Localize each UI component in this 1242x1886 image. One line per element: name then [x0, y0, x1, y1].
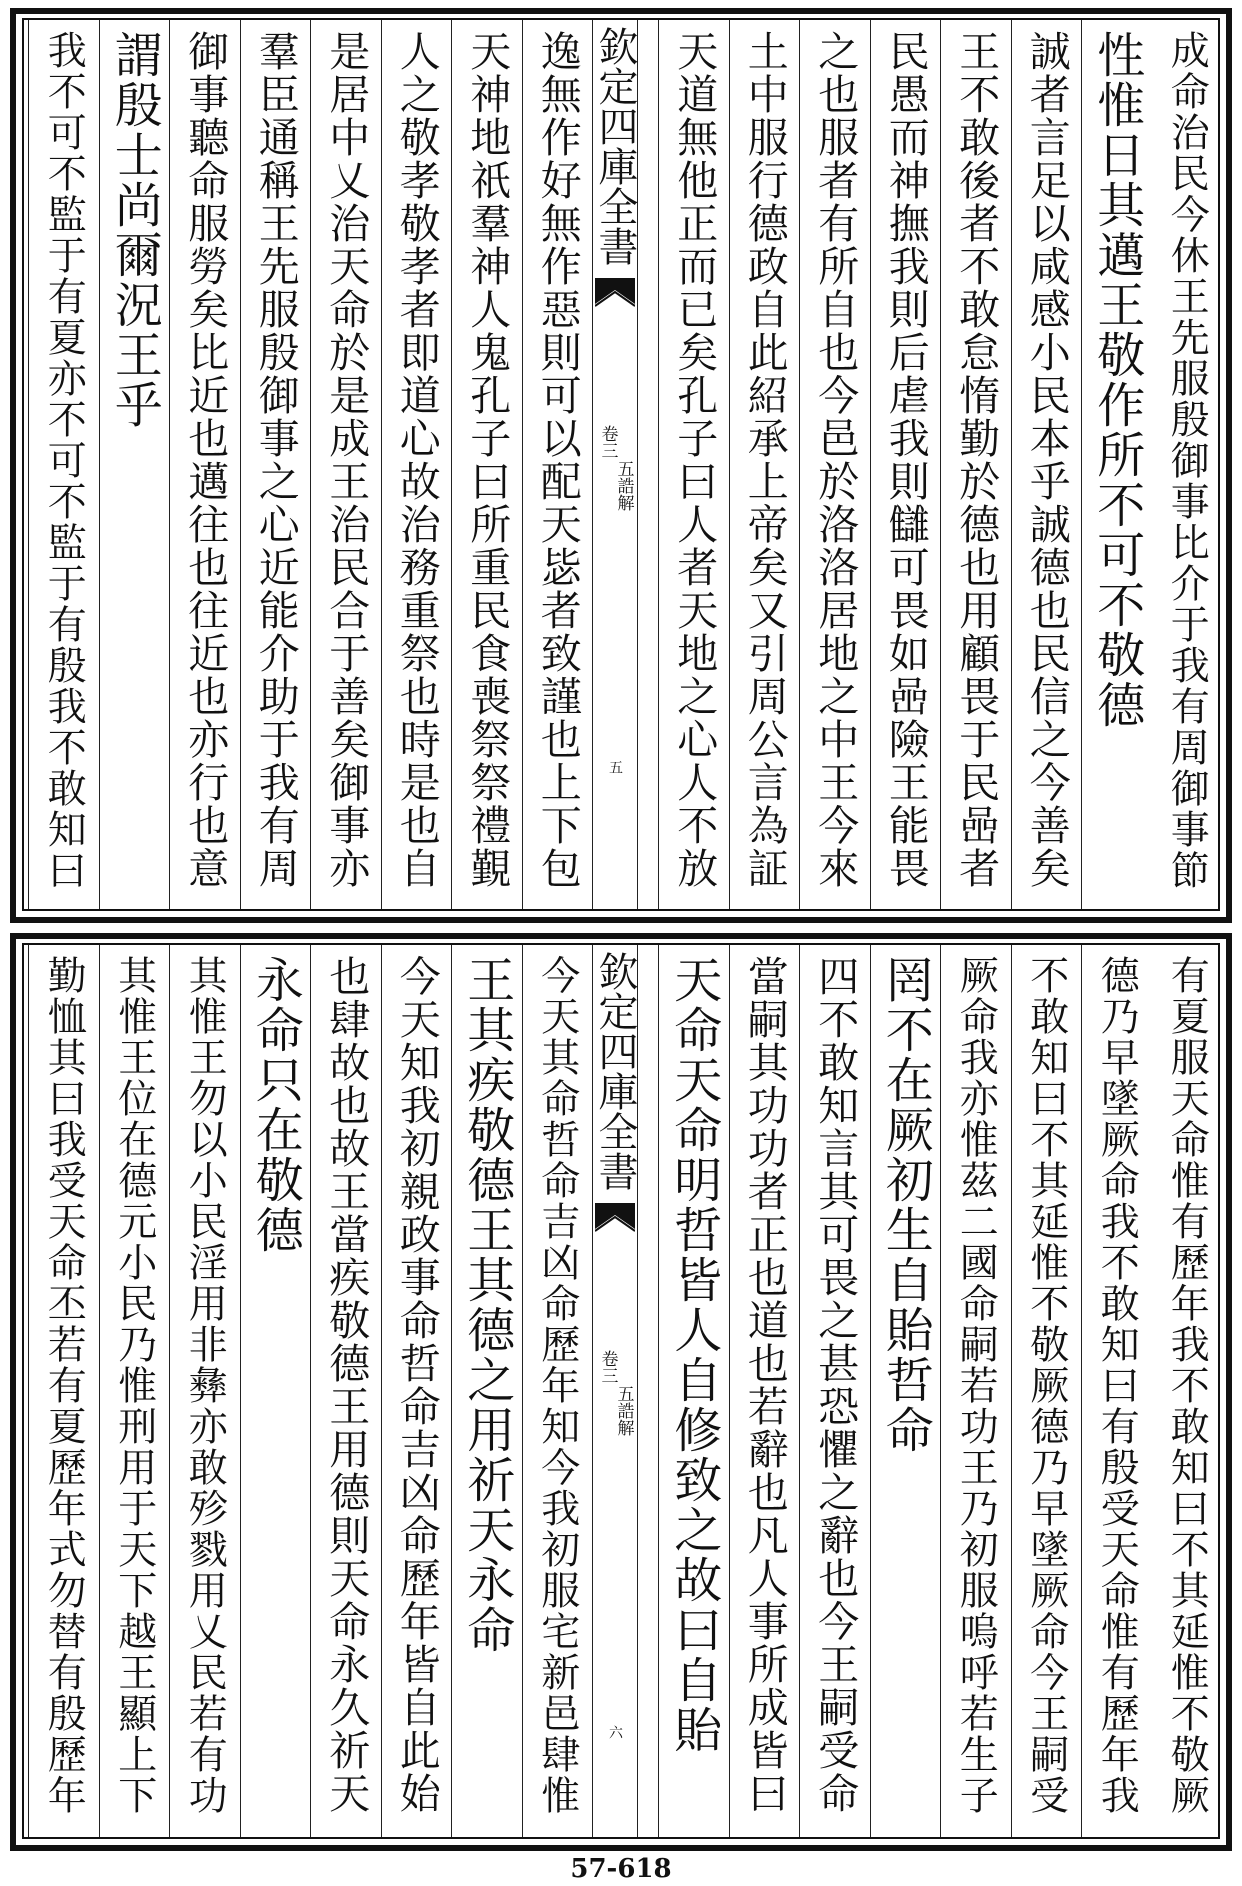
column-text: 性惟日其邁王敬作所不可不敬德 — [1088, 30, 1145, 730]
footer-page-label: 57-618 — [570, 1854, 672, 1884]
text-column — [522, 945, 593, 1837]
column-text: 之也服者有所自也今邑於洛洛居地之中王今來 — [811, 30, 860, 890]
text-column — [240, 20, 311, 909]
text-column — [451, 945, 522, 1837]
column-text: 天道無他正而已矣孔子曰人者天地之心人不放 — [670, 30, 719, 890]
chapter-title: 五誥解 — [613, 460, 634, 511]
text-column — [310, 945, 381, 1837]
text-column — [799, 20, 870, 909]
column-text: 御事聽命服勞矣比近也邁往也往近也亦行也意 — [181, 30, 230, 890]
column-text: 王不敢後者不敢怠惰勤於德也用顧畏于民喦者 — [952, 30, 1001, 890]
column-text: 民愚而神撫我則后虐我則讎可畏如喦險王能畏 — [881, 30, 930, 890]
column-text: 今天其命哲命吉凶命歷年知今我初服宅新邑肆惟 — [534, 955, 580, 1816]
book-title: 欽定四庫全書 — [592, 26, 638, 266]
column-text: 土中服行德政自此紹承上帝矣又引周公言為証 — [740, 30, 789, 890]
text-column — [729, 20, 800, 909]
column-text: 謂殷士尚爾況王乎 — [106, 30, 163, 430]
text-column — [240, 945, 311, 1837]
column-text: 罔不在厥初生自貽哲命 — [877, 955, 934, 1455]
bottom-page — [0, 925, 1242, 1855]
text-column — [522, 20, 593, 909]
text-column — [169, 945, 240, 1837]
text-column — [940, 945, 1011, 1837]
text-column — [1152, 945, 1223, 1837]
fish-tail-icon — [595, 278, 635, 318]
chapter-title: 五誥解 — [613, 1385, 634, 1436]
column-text: 德乃早墜厥命我不敢知曰有殷受天命惟有歷年我 — [1094, 955, 1140, 1816]
column-text: 成命治民今休王先服殷御事比介于我有周御事節 — [1164, 30, 1210, 891]
text-column — [940, 20, 1011, 909]
text-column — [658, 20, 729, 909]
text-column — [99, 945, 170, 1837]
bottom-page-inner-frame — [22, 943, 1220, 1839]
text-column — [381, 945, 452, 1837]
column-text: 勤恤其曰我受天命丕若有夏歷年式勿替有殷歷年 — [41, 955, 87, 1816]
column-text: 當嗣其功功者正也道也若辭也凡人事所成皆曰 — [740, 955, 789, 1815]
column-text: 四不敢知言其可畏之甚恐懼之辭也今王嗣受命 — [811, 955, 860, 1815]
top-center-band — [592, 20, 638, 909]
column-text: 永命只在敬德 — [247, 955, 304, 1255]
column-text: 其惟王勿以小民淫用非彝亦敢殄戮用乂民若有功 — [182, 955, 228, 1816]
text-column — [729, 945, 800, 1837]
column-text: 也肆故也故王當疾敬德王用德則天命永久祈天 — [322, 955, 371, 1815]
text-column — [799, 945, 870, 1837]
text-column — [28, 945, 99, 1837]
text-column — [870, 945, 941, 1837]
text-column — [870, 20, 941, 909]
text-column — [1011, 20, 1082, 909]
top-page-inner-frame — [22, 18, 1220, 911]
text-column — [169, 20, 240, 909]
bottom-center-band — [592, 945, 638, 1837]
page-number: 五 — [607, 760, 623, 774]
column-text: 羣臣通稱王先服殷御事之心近能介助于我有周 — [251, 30, 300, 890]
column-text: 其惟王位在德元小民乃惟刑用于天下越王顯上下 — [111, 955, 157, 1816]
column-text: 厥命我亦惟茲二國命嗣若功王乃初服嗚呼若生子 — [953, 955, 999, 1816]
text-column — [1011, 945, 1082, 1837]
fish-tail-icon — [595, 1203, 635, 1243]
column-text: 逸無作好無作惡則可以配天毖者致謹也上下包 — [533, 30, 582, 890]
book-title: 欽定四庫全書 — [592, 951, 638, 1191]
column-text: 我不可不監于有夏亦不可不監于有殷我不敢知曰 — [41, 30, 87, 891]
column-text: 人之敬孝敬孝者即道心故治務重祭也時是也自 — [392, 30, 441, 890]
top-page — [0, 0, 1242, 930]
text-column — [99, 20, 170, 909]
text-column — [1081, 20, 1152, 909]
text-column — [658, 945, 729, 1837]
text-column — [1152, 20, 1223, 909]
column-text: 天命天命明哲皆人自修致之故曰自貽 — [665, 955, 722, 1755]
text-column — [1081, 945, 1152, 1837]
page-number: 六 — [607, 1725, 623, 1739]
column-text: 誠者言足以咸感小民本乎誠德也民信之今善矣 — [1022, 30, 1071, 890]
volume-label: 卷三 — [597, 425, 618, 459]
column-text: 今天知我初親政事命哲命吉凶命歷年皆自此始 — [392, 955, 441, 1815]
column-text: 有夏服天命惟有歷年我不敢知曰不其延惟不敬厥 — [1164, 955, 1210, 1816]
text-column — [310, 20, 381, 909]
text-column — [28, 20, 99, 909]
column-text: 是居中乂治天命於是成王治民合于善矣御事亦 — [322, 30, 371, 890]
column-text: 天神地祇羣神人鬼孔子曰所重民食喪祭祭禮覲 — [463, 30, 512, 890]
volume-label: 卷三 — [597, 1350, 618, 1384]
column-text: 不敢知曰不其延惟不敬厥德乃早墜厥命今王嗣受 — [1023, 955, 1069, 1816]
text-column — [451, 20, 522, 909]
text-column — [381, 20, 452, 909]
column-text: 王其疾敬德王其德之用祈天永命 — [458, 955, 515, 1655]
